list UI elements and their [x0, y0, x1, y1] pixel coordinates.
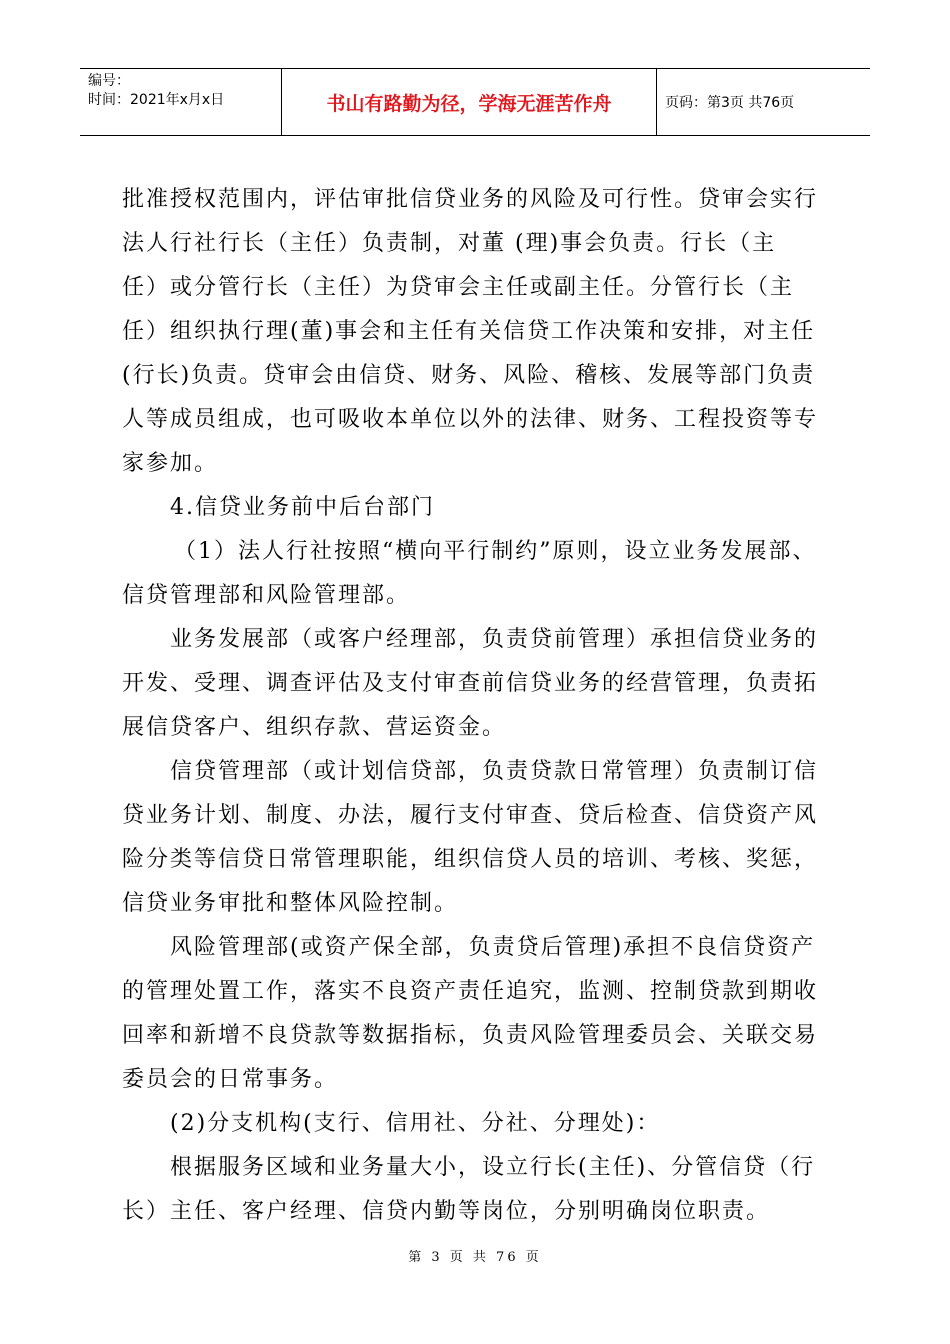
body-line: (行长)负责。贷审会由信贷、财务、风险、稽核、发展等部门负责	[122, 363, 816, 388]
header-page-info: 页码：第3页 共76页	[665, 95, 795, 111]
document-body	[122, 178, 842, 1234]
body-line: 根据服务区域和业务量大小，设立行长(主任)、分管信贷（行	[170, 1155, 816, 1180]
body-line: （1）法人行社按照“横向平行制约”原则，设立业务发展部、	[174, 539, 817, 564]
section-heading: 4.信贷业务前中后台部门	[170, 495, 435, 520]
body-line: 展信贷客户、组织存款、营运资金。	[122, 715, 507, 740]
body-line: 任）或分管行长（主任）为贷审会主任或副主任。分管行长（主	[122, 275, 795, 300]
body-line: 长）主任、客户经理、信贷内勤等岗位，分别明确岗位职责。	[122, 1199, 771, 1224]
body-line: 信贷业务审批和整体风险控制。	[122, 891, 459, 916]
body-line: 业务发展部（或客户经理部，负责贷前管理）承担信贷业务的	[170, 627, 819, 652]
body-line: 信贷管理部和风险管理部。	[122, 583, 411, 608]
body-line: 任）组织执行理(董)事会和主任有关信贷工作决策和安排，对主任	[122, 319, 816, 344]
header-motto: 书山有路勤为径，学海无涯苦作舟	[281, 69, 657, 135]
page-header	[80, 68, 870, 136]
body-line: 险分类等信贷日常管理职能，组织信贷人员的培训、考核、奖惩，	[122, 847, 819, 872]
body-line: 批准授权范围内，评估审批信贷业务的风险及可行性。贷审会实行	[122, 187, 819, 212]
page-footer: 第 3 页 共 76 页	[408, 1250, 542, 1265]
header-meta	[80, 69, 281, 135]
body-line: 信贷管理部（或计划信贷部，负责贷款日常管理）负责制订信	[170, 759, 819, 784]
body-line: 回率和新增不良贷款等数据指标，负责风险管理委员会、关联交易	[122, 1023, 819, 1048]
body-line: 开发、受理、调查评估及支付审查前信贷业务的经营管理，负责拓	[122, 671, 819, 696]
body-line: 家参加。	[122, 451, 219, 476]
body-line: 法人行社行长（主任）负责制，对董 (理)事会负责。行长（主	[122, 231, 777, 256]
document-time-label: 时间：2021年x月x日	[88, 92, 225, 108]
body-line: 风险管理部(或资产保全部，负责贷后管理)承担不良信贷资产	[170, 935, 816, 960]
document-number-label: 编号：	[88, 73, 130, 89]
body-line: 的管理处置工作，落实不良资产责任追究，监测、控制贷款到期收	[122, 979, 819, 1004]
section-heading: (2)分支机构(支行、信用社、分社、分理处)：	[170, 1111, 661, 1136]
body-line: 贷业务计划、制度、办法，履行支付审查、贷后检查、信贷资产风	[122, 803, 819, 828]
body-line: 委员会的日常事务。	[122, 1067, 339, 1092]
body-line: 人等成员组成，也可吸收本单位以外的法律、财务、工程投资等专	[122, 407, 819, 432]
